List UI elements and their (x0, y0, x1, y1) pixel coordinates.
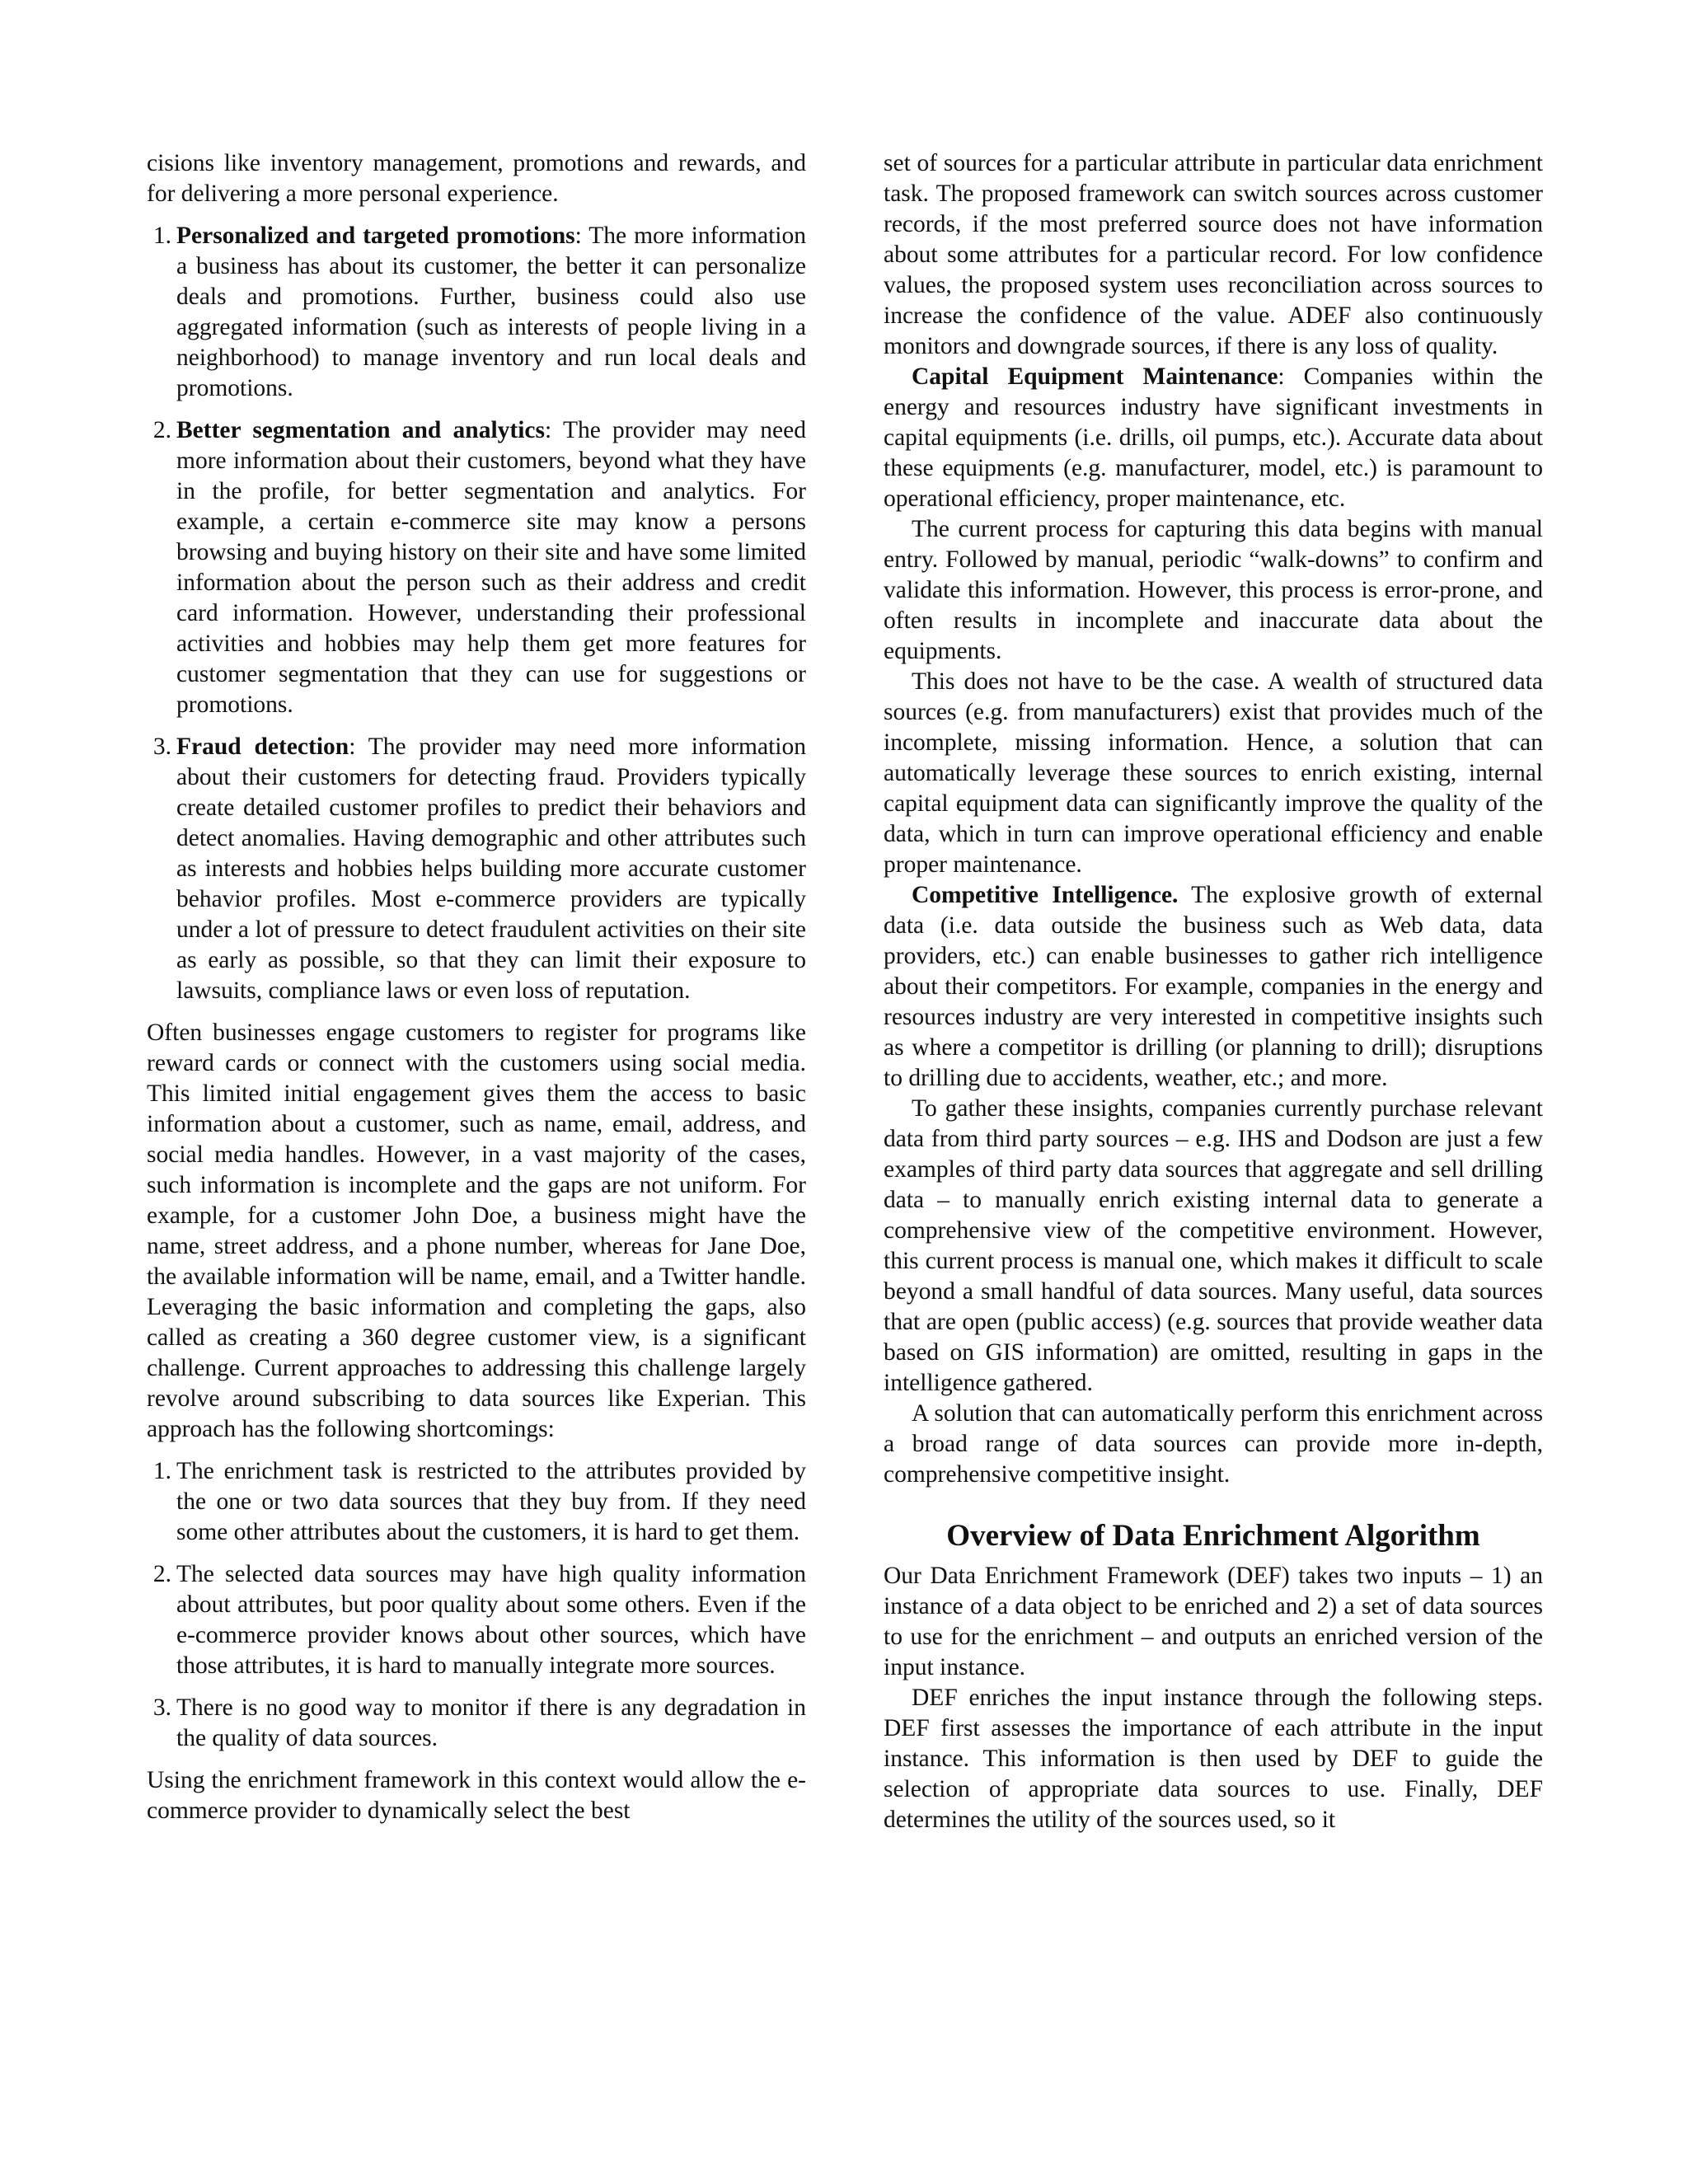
capital-equipment-paragraph (884, 362, 1543, 514)
list-item-title: Better segmentation and analytics (176, 417, 546, 443)
list-item (147, 1693, 806, 1754)
list-item (147, 221, 806, 404)
intro-paragraph: cisions like inventory management, promotions and rewards, and for delivering a more personal experience. (147, 150, 806, 207)
shortcomings-list (147, 1456, 806, 1754)
def-intro-paragraph: Our Data Enrichment Framework (DEF) takes two inputs – 1) an instance of a data object to be enriched and 2) a set of data sources to use for the enrichment – and outputs an enriched version of the input instance. (884, 1563, 1543, 1680)
capital-equipment-title: Capital Equipment Maintenance (912, 363, 1278, 390)
wealth-paragraph: This does not have to be the case. A wealth of structured data sources (e.g. from manufacturers) exist that provides much of the incomplete, missing information. Hence, a solution that can automatically leverage these sources to enrich existing, internal capital equipment data can significantly improve the quality of the data, which in turn can improve operational efficiency and enable proper maintenance. (884, 668, 1543, 878)
benefits-list (147, 221, 806, 1006)
competitive-intelligence-paragraph (884, 880, 1543, 1094)
list-number: 2 . (147, 415, 171, 446)
list-number: 3 . (147, 732, 171, 762)
list-item-title: Fraud detection (176, 733, 349, 760)
competitive-intelligence-text: The explosive growth of external data (i.e. data outside the business such as Web data, data providers, etc.) can enable businesses to gather rich intelligence about their competitors. For example, companies in the energy and resources industry are very interested in competitive insights such as where a competitor is drilling (or planning to drill); disruptions to drilling due to accidents, weather, etc.; and more. (884, 882, 1543, 1091)
list-item (147, 1456, 806, 1548)
engagement-paragraph: Often businesses engage customers to register for programs like reward cards or connect with the customers using social media. This limited initial engagement gives them the access to basic information about a customer, such as name, email, address, and social media handles. However, in a vast majority of the cases, such information is incomplete and the gaps are not uniform. For example, for a customer John Doe, a business might have the name, street address, and a phone number, whereas for Jane Doe, the available information will be name, email, and a Twitter handle. Leveraging the basic information and completing the gaps, also called as creating a 360 degree customer view, is a significant challenge. Current approaches to addressing this challenge largely revolve around subscribing to data sources like Experian. This approach has the following shortcomings: (147, 1019, 806, 1442)
list-item (147, 415, 806, 720)
continuation-paragraph: set of sources for a particular attribute in particular data enrichment task. The proposed framework can switch sources across customer records, if the most preferred source does not have information about some attributes for a particular record. For low confidence values, the proposed system uses reconciliation across sources to increase the confidence of the value. ADEF also continuously monitors and downgrade sources, if there is any loss of quality. (884, 150, 1543, 359)
right-column (884, 148, 1543, 1835)
list-item-title: Personalized and targeted promotions (176, 223, 575, 249)
list-item-text: : The provider may need more information about their customers, beyond what they have in the profile, for better segmentation and analytics. For example, a certain e-commerce site may know a persons browsing and buying history on their site and have some limited information about the person such as their address and credit card information. However, understanding their professional activities and hobbies may help them get more features for customer segmentation that they can use for suggestions or promotions. (176, 417, 806, 718)
list-item (147, 1559, 806, 1681)
left-column (147, 148, 806, 1826)
list-number: 2 . (147, 1559, 171, 1590)
gather-paragraph: To gather these insights, companies currently purchase relevant data from third party sources – e.g. IHS and Dodson are just a few examples of third party data sources that aggregate and sell drilling data – to manually enrich existing internal data to generate a comprehensive view of the competitive environment. However, this current process is manual one, which makes it difficult to scale beyond a small handful of data sources. Many useful, data sources that are open (public access) (e.g. sources that provide weather data based on GIS information) are omitted, resulting in gaps in the intelligence gathered. (884, 1095, 1543, 1396)
list-item-text: : The more information a business has about its customer, the better it can personalize deals and promotions. Further, business could also use aggregated information (such as interests of people living in a neighborhood) to manage inventory and run local deals and promotions. (176, 223, 806, 401)
list-item (147, 732, 806, 1006)
list-number: 1 . (147, 1456, 171, 1487)
list-item-text: There is no good way to monitor if there is any degradation in the quality of data sources. (176, 1694, 806, 1751)
current-process-paragraph: The current process for capturing this data begins with manual entry. Followed by manual, periodic “walk-downs” to confirm and validate this information. However, this process is error-prone, and often results in incomplete and inaccurate data about the equipments. (884, 516, 1543, 664)
list-item-text: The selected data sources may have high quality information about attributes, but poor quality about some others. Even if the e-commerce provider knows about other sources, which have those attributes, it is hard to manually integrate more sources. (176, 1561, 806, 1679)
section-heading: Overview of Data Enrichment Algorithm (946, 1519, 1480, 1553)
list-number: 1 . (147, 221, 171, 251)
def-steps-paragraph: DEF enriches the input instance through the following steps. DEF first assesses the importance of each attribute in the input instance. This information is then used by DEF to guide the selection of appropriate data sources to use. Finally, DEF determines the utility of the sources used, so it (884, 1685, 1543, 1833)
solution-paragraph: A solution that can automatically perform this enrichment across a broad range of data sources can provide more in-depth, comprehensive competitive insight. (884, 1400, 1543, 1488)
list-item-text: : The provider may need more information about their customers for detecting fraud. Providers typically create detailed customer profiles to predict their behaviors and detect anomalies. Having demographic and other attributes such as interests and hobbies helps building more accurate customer behavior profiles. Most e-commerce providers are typically under a lot of pressure to detect fraudulent activities on their site as early as possible, so that they can limit their exposure to lawsuits, compliance laws or even loss of reputation. (176, 733, 806, 1004)
list-number: 3 . (147, 1693, 171, 1723)
capital-equipment-text: : Companies within the energy and resources industry have significant investments in capital equipments (i.e. drills, oil pumps, etc.). Accurate data about these equipments (e.g. manufacturer, model, etc.) is paramount to operational efficiency, proper maintenance, etc. (884, 363, 1543, 512)
competitive-intelligence-title: Competitive Intelligence. (912, 882, 1179, 908)
closing-paragraph: Using the enrichment framework in this context would allow the e-commerce provider to dynamically select the best (147, 1767, 806, 1824)
list-item-text: The enrichment task is restricted to the attributes provided by the one or two data sources that they buy from. If they need some other attributes about the customers, it is hard to get them. (176, 1458, 806, 1545)
